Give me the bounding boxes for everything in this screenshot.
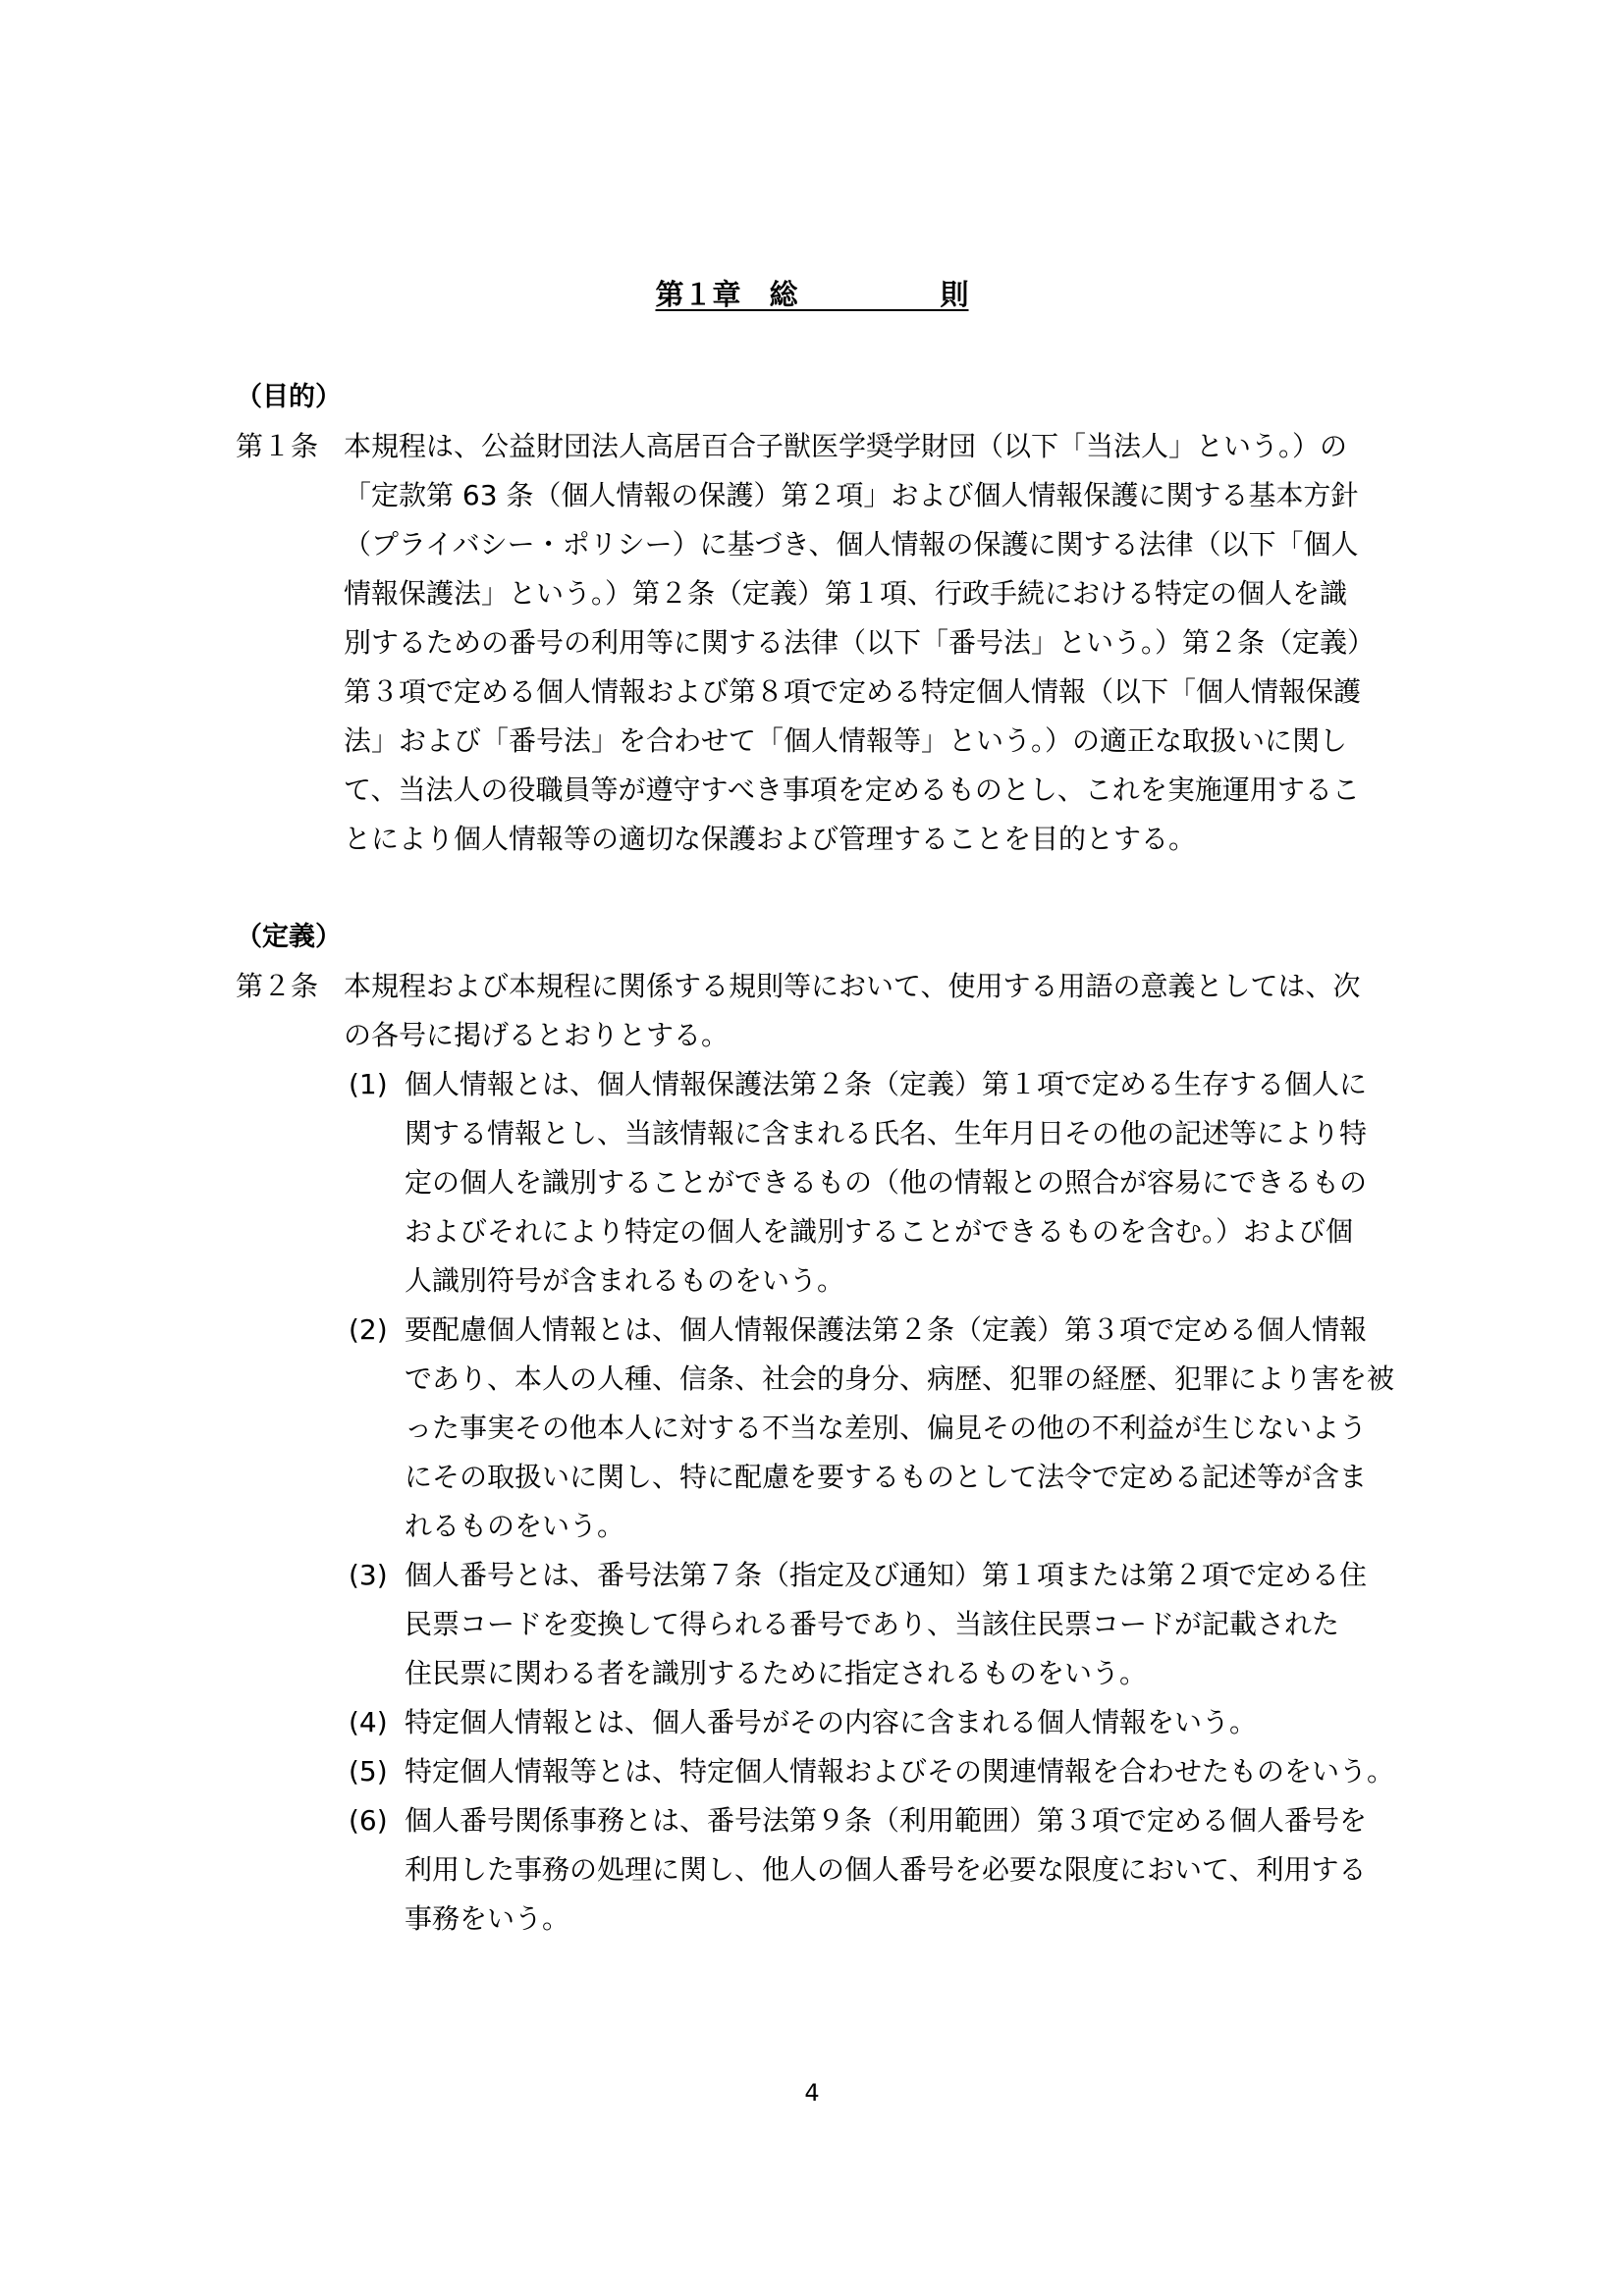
article-2-number: 第２条 bbox=[236, 970, 319, 1002]
definition-item-line: った事実その他本人に対する不当な差別、偏見その他の不利益が生じないよう bbox=[405, 1412, 1368, 1444]
definition-item-number: (1) bbox=[349, 1068, 388, 1100]
definition-item-line: 住民票に関わる者を識別するために指定されるものをいう。 bbox=[405, 1657, 1148, 1689]
definition-item-line: にその取扱いに関し、特に配慮を要するものとして法令で定める記述等が含ま bbox=[405, 1461, 1368, 1493]
definition-item-line: 人識別符号が含まれるものをいう。 bbox=[405, 1264, 845, 1297]
article-1-heading: （目的） bbox=[236, 382, 342, 412]
article-1-line: 本規程は、公益財団法人高居百合子獣医学奨学財団（以下「当法人」という。）の bbox=[344, 430, 1348, 462]
definition-item-line: 個人番号関係事務とは、番号法第９条（利用範囲）第３項で定める個人番号を bbox=[405, 1804, 1368, 1837]
page-number: 4 bbox=[804, 2079, 820, 2107]
article-1-line: 別するための番号の利用等に関する法律（以下「番号法」という。）第２条（定義） bbox=[344, 626, 1376, 659]
definition-item-line: 要配慮個人情報とは、個人情報保護法第２条（定義）第３項で定める個人情報 bbox=[405, 1313, 1368, 1346]
definition-item-number: (2) bbox=[349, 1313, 388, 1346]
definition-item-line: 民票コードを変換して得られる番号であり、当該住民票コードが記載された bbox=[405, 1608, 1340, 1640]
definition-item-line: 事務をいう。 bbox=[405, 1902, 570, 1935]
article-1-number: 第１条 bbox=[236, 430, 319, 462]
article-2-heading: （定義） bbox=[236, 922, 342, 952]
article-1-line: 法」および「番号法」を合わせて「個人情報等」という。）の適正な取扱いに関し bbox=[344, 724, 1348, 757]
article-2-line: の各号に掲げるとおりとする。 bbox=[344, 1019, 730, 1051]
definition-item-line: 個人番号とは、番号法第７条（指定及び通知）第１項または第２項で定める住 bbox=[405, 1559, 1368, 1591]
article-1-line: 「定款第 63 条（個人情報の保護）第２項」および個人情報保護に関する基本方針 bbox=[344, 479, 1359, 511]
chapter-title-text: 第１章 総 則 bbox=[655, 278, 969, 311]
definition-item-number: (3) bbox=[349, 1559, 388, 1591]
article-1-line: （プライバシー・ポリシー）に基づき、個人情報の保護に関する法律（以下「個人 bbox=[344, 528, 1359, 561]
definition-item-number: (6) bbox=[349, 1804, 388, 1837]
article-1-line: 第３項で定める個人情報および第８項で定める特定個人情報（以下「個人情報保護 bbox=[344, 675, 1362, 708]
definition-item-line: れるものをいう。 bbox=[405, 1510, 625, 1542]
definition-item-line: 関する情報とし、当該情報に含まれる氏名、生年月日その他の記述等により特 bbox=[405, 1117, 1368, 1149]
definition-item-line: 個人情報とは、個人情報保護法第２条（定義）第１項で定める生存する個人に bbox=[405, 1068, 1368, 1100]
definition-item-line: であり、本人の人種、信条、社会的身分、病歴、犯罪の経歴、犯罪により害を被 bbox=[405, 1362, 1395, 1395]
definition-item-line: 定の個人を識別することができるもの（他の情報との照合が容易にできるもの bbox=[405, 1166, 1368, 1199]
definition-item-number: (5) bbox=[349, 1755, 388, 1788]
article-1-line: とにより個人情報等の適切な保護および管理することを目的とする。 bbox=[344, 823, 1197, 855]
article-2-line: 本規程および本規程に関係する規則等において、使用する用語の意義としては、次 bbox=[344, 970, 1361, 1002]
definition-item-line: およびそれにより特定の個人を識別することができるものを含む。）および個 bbox=[405, 1215, 1354, 1248]
definition-item-line: 利用した事務の処理に関し、他人の個人番号を必要な限度において、利用する bbox=[405, 1853, 1367, 1886]
chapter-title bbox=[0, 275, 1624, 314]
definition-item-line: 特定個人情報とは、個人番号がその内容に含まれる個人情報をいう。 bbox=[405, 1706, 1258, 1738]
definition-item-number: (4) bbox=[349, 1706, 388, 1738]
article-1-line: 情報保護法」という。）第２条（定義）第１項、行政手続における特定の個人を識 bbox=[344, 577, 1348, 610]
definition-item-line: 特定個人情報等とは、特定個人情報およびその関連情報を合わせたものをいう。 bbox=[405, 1755, 1395, 1788]
article-1-line: て、当法人の役職員等が遵守すべき事項を定めるものとし、これを実施運用するこ bbox=[344, 774, 1360, 806]
